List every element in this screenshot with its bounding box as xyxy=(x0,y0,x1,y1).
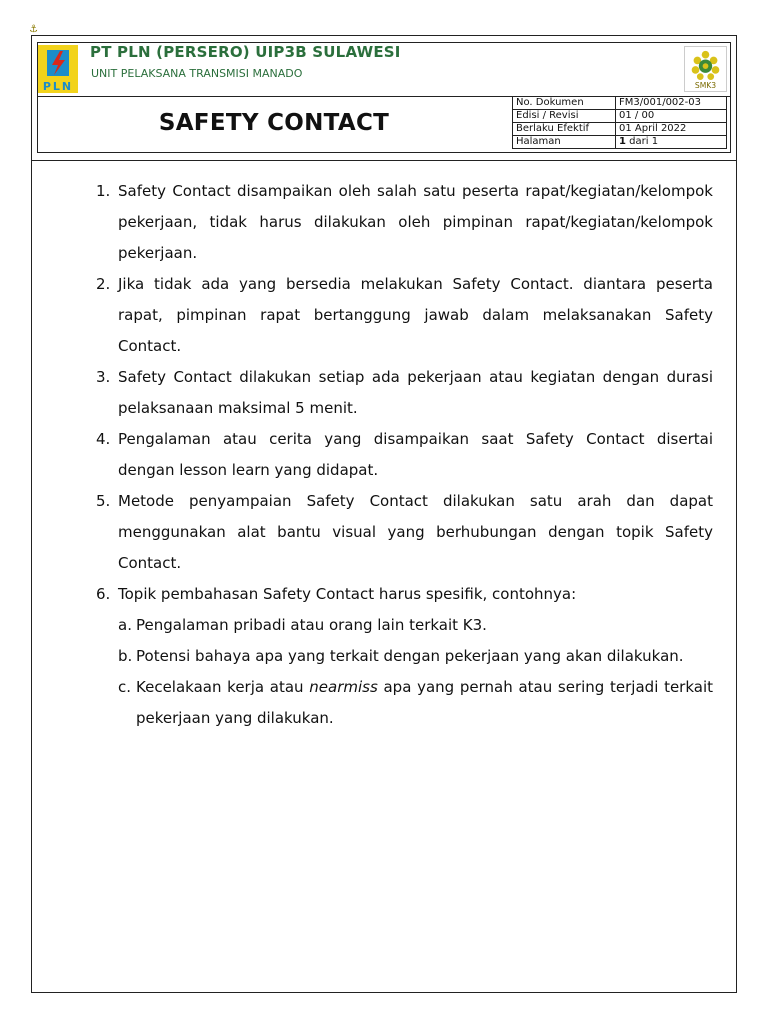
page-total: dari 1 xyxy=(625,136,659,147)
list-text: Safety Contact dilakukan setiap ada pekerjaan atau kegiatan dengan durasi pelaksanaan maksimal 5 menit. xyxy=(118,368,713,417)
info-row-doc-number xyxy=(513,97,727,110)
page-number: 1 xyxy=(619,136,626,147)
sub-list-letter: a. xyxy=(118,616,132,634)
list-number: 2. xyxy=(96,275,111,293)
sub-list-letter: c. xyxy=(118,678,132,696)
list-item xyxy=(96,424,713,486)
text-after: apa yang pernah atau sering terjadi terkait pekerjaan yang dilakukan. xyxy=(136,678,714,727)
header-separator xyxy=(31,160,737,161)
info-label: Halaman xyxy=(513,136,616,149)
info-row-edition xyxy=(513,110,727,123)
info-label: Edisi / Revisi xyxy=(513,110,616,123)
info-label: Berlaku Efektif xyxy=(513,123,616,136)
list-number: 3. xyxy=(96,368,111,386)
list-text: Metode penyampaian Safety Contact dilakukan satu arah dan dapat menggunakan alat bantu visual yang berhubungan dengan topik Safety Contact. xyxy=(118,492,713,572)
info-label: No. Dokumen xyxy=(513,97,616,110)
list-item xyxy=(96,579,713,610)
sub-list-item xyxy=(118,672,713,734)
list-item xyxy=(96,486,713,579)
sub-list-letter: b. xyxy=(118,647,133,665)
list-text: Pengalaman atau cerita yang disampaikan saat Safety Contact disertai dengan lesson learn yang didapat. xyxy=(118,430,713,479)
smk3-logo-text: SMK3 xyxy=(694,81,717,91)
italic-term: nearmiss xyxy=(309,678,378,696)
list-number: 5. xyxy=(96,492,111,510)
sub-list-text xyxy=(136,672,713,734)
sub-list-item xyxy=(118,641,713,672)
smk3-logo-icon xyxy=(684,46,727,92)
document-title: SAFETY CONTACT xyxy=(158,110,390,136)
document-info-table xyxy=(512,96,727,149)
info-row-page xyxy=(513,136,727,149)
list-item xyxy=(96,269,713,362)
document-body xyxy=(96,176,713,734)
pln-logo-text: PLN xyxy=(42,80,74,93)
list-number: 6. xyxy=(96,585,111,603)
unit-name: UNIT PELAKSANA TRANSMISI MANADO xyxy=(91,67,303,80)
list-item xyxy=(96,176,713,269)
info-value xyxy=(616,136,727,149)
info-value: 01 April 2022 xyxy=(616,123,727,136)
list-text: Topik pembahasan Safety Contact harus spesifik, contohnya: xyxy=(118,585,577,603)
anchor-icon: ⚓ xyxy=(29,24,38,35)
list-text: Jika tidak ada yang bersedia melakukan Safety Contact. diantara peserta rapat, pimpinan rapat bertanggung jawab dalam melaksanakan Safety Contact. xyxy=(118,275,713,355)
sub-list-item xyxy=(118,610,713,641)
info-value: 01 / 00 xyxy=(616,110,727,123)
sub-list-text: Potensi bahaya apa yang terkait dengan pekerjaan yang akan dilakukan. xyxy=(136,647,684,665)
list-item xyxy=(96,362,713,424)
sub-list-text: Pengalaman pribadi atau orang lain terkait K3. xyxy=(136,616,487,634)
company-name: PT PLN (PERSERO) UIP3B SULAWESI xyxy=(90,43,401,61)
info-row-effective-date xyxy=(513,123,727,136)
list-number: 1. xyxy=(96,182,111,200)
text-before: Kecelakaan kerja atau xyxy=(136,678,310,696)
info-value: FM3/001/002-03 xyxy=(616,97,727,110)
list-text: Safety Contact disampaikan oleh salah satu peserta rapat/kegiatan/kelompok pekerjaan, tidak harus dilakukan oleh pimpinan rapat/kegiatan/kelompok pekerjaan. xyxy=(118,182,713,262)
pln-logo-icon xyxy=(38,45,78,93)
list-number: 4. xyxy=(96,430,111,448)
